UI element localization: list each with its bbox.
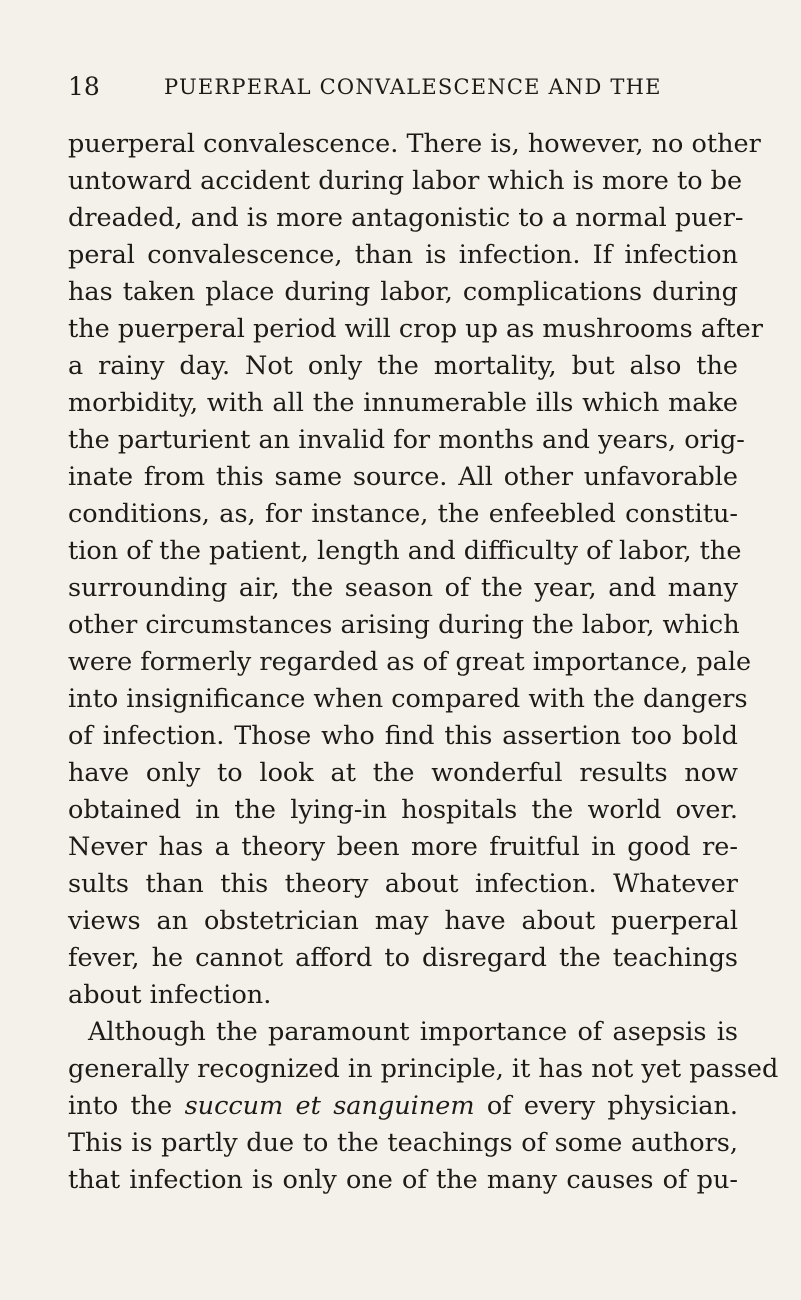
text-span: into the xyxy=(68,1091,185,1121)
text-line: morbidity, with all the innumerable ills which make xyxy=(68,388,738,418)
running-head xyxy=(68,70,738,104)
text-line: Never has a theory been more fruitful in good re- xyxy=(68,832,738,862)
text-line: has taken place during labor, complications during xyxy=(68,277,738,307)
text-span: of every physician. xyxy=(474,1091,738,1121)
text-line: conditions, as, for instance, the enfeebled constitu- xyxy=(68,499,738,529)
page-number: 18 xyxy=(68,72,100,101)
text-line: that infection is only one of the many causes of pu- xyxy=(68,1165,738,1195)
text-line: peral convalescence, than is infection. If infection xyxy=(68,240,738,270)
paragraph-start-line: Although the paramount importance of asepsis is xyxy=(88,1017,738,1047)
text-line: generally recognized in principle, it has not yet passed xyxy=(68,1054,779,1084)
text-line: inate from this same source. All other unfavorable xyxy=(68,462,738,492)
text-line: fever, he cannot afford to disregard the teachings xyxy=(68,943,738,973)
latin-phrase: succum et sanguinem xyxy=(184,1091,475,1121)
text-line: sults than this theory about infection. Whatever xyxy=(68,869,738,899)
running-title: PUERPERAL CONVALESCENCE AND THE xyxy=(164,75,662,99)
text-line: of infection. Those who find this assertion too bold xyxy=(68,721,738,751)
text-line: obtained in the lying-in hospitals the world over. xyxy=(68,795,738,825)
text-line: have only to look at the wonderful results now xyxy=(68,758,738,788)
text-line: views an obstetrician may have about puerperal xyxy=(68,906,738,936)
text-line: tion of the patient, length and difficulty of labor, the xyxy=(68,536,742,566)
text-line-with-italic xyxy=(68,1088,738,1125)
text-line: surrounding air, the season of the year, and many xyxy=(68,573,738,603)
body-text xyxy=(68,126,779,1199)
text-line: dreaded, and is more antagonistic to a normal puer- xyxy=(68,203,744,233)
text-line: the puerperal period will crop up as mushrooms after xyxy=(68,314,763,344)
text-line: puerperal convalescence. There is, however, no other xyxy=(68,129,761,159)
text-line: other circumstances arising during the labor, which xyxy=(68,610,740,640)
text-line: untoward accident during labor which is more to be xyxy=(68,166,743,196)
text-line: were formerly regarded as of great importance, pale xyxy=(68,647,752,677)
text-line: This is partly due to the teachings of some authors, xyxy=(68,1128,738,1158)
text-line: into insignificance when compared with the dangers xyxy=(68,684,748,714)
text-line: about infection. xyxy=(68,980,272,1010)
text-line: the parturient an invalid for months and years, orig- xyxy=(68,425,745,455)
text-line: a rainy day. Not only the mortality, but also the xyxy=(68,351,738,381)
